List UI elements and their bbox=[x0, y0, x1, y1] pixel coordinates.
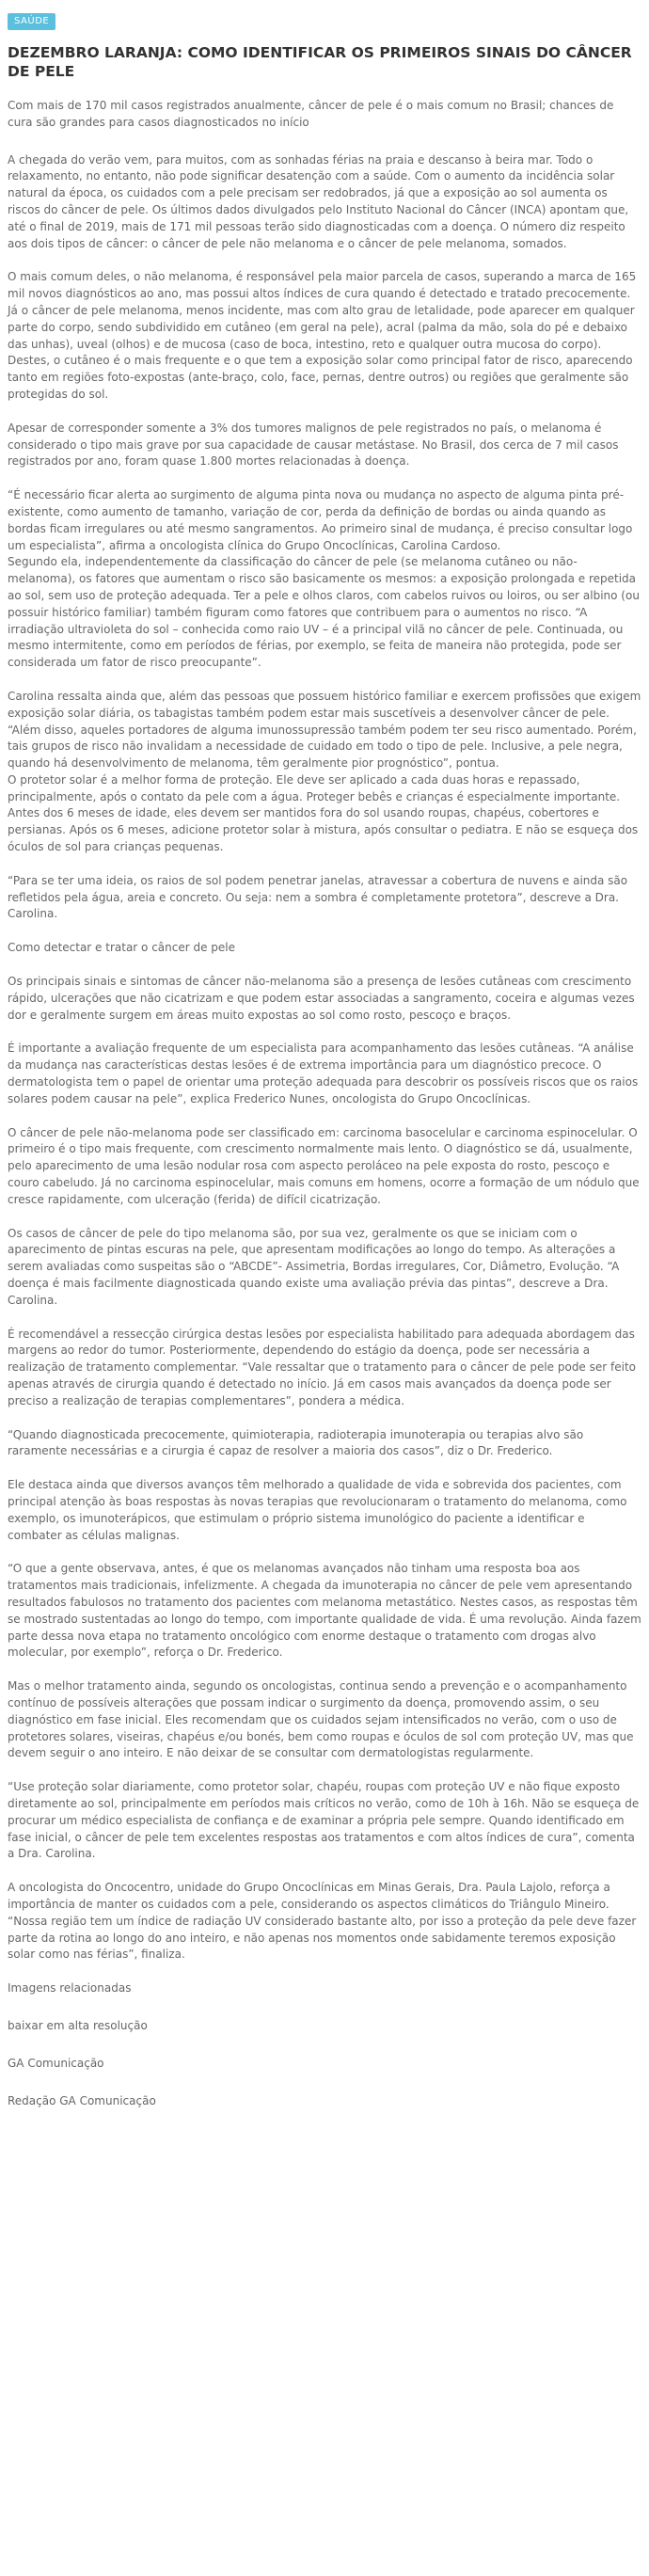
article-footer bbox=[8, 1980, 641, 2109]
paragraph: “Use proteção solar diariamente, como protetor solar, chapéu, roupas com proteção UV e não fique exposto diretamente ao sol, principalmente em períodos mais críticos no verão, como de 10h à 16h. Não se esqueça de procurar um médico especialista de confiança e de examinar a própria pele sempre. Quando identificado em fase inicial, o câncer de pele tem excelentes respostas aos tratamentos e com altos índices de cura”, comenta a Dra. Carolina. bbox=[8, 1780, 640, 1861]
article bbox=[8, 9, 641, 2130]
paragraph: “Quando diagnosticada precocemente, quimioterapia, radioterapia imunoterapia ou terapias alvo são raramente necessárias e a cirurgia é capaz de resolver a maioria dos casos”, diz o Dr. Frederico. bbox=[8, 1427, 584, 1458]
paragraph: Apesar de corresponder somente a 3% dos tumores malignos de pele registrados no país, o melanoma é considerado o tipo mais grave por sua capacidade de causar metástase. No Brasil, dos cerca de 7 mil casos registrados por ano, foram quase 1.800 mortes relacionadas à doença. bbox=[8, 421, 619, 469]
paragraph: Segundo ela, independentemente da classificação do câncer de pele (se melanoma cutâneo ou não-melanoma), os fatores que aumentam o risco são basicamente os mesmos: a exposição prolongada e repetida ao sol, sem uso de proteção adequada. Ter a pele e olhos claros, com cabelos ruivos ou loiros, ou ser albino (ou possuir histórico familiar) também figuram como fatores que contribuem para o aumentos no risco. “A irradiação ultravioleta do sol – conhecida como raio UV – é a principal vilã no câncer de pele. Continuada, ou mesmo intermitente, como em períodos de férias, por exemplo, se feita de maneira não protegida, pode ser considerada um fator de risco preocupante”. bbox=[8, 555, 640, 670]
author-credit: Redação GA Comunicação bbox=[8, 2093, 156, 2107]
source-credit: GA Comunicação bbox=[8, 2056, 104, 2070]
paragraph: O mais comum deles, o não melanoma, é responsável pela maior parcela de casos, superando a marca de 165 mil novos diagnósticos ao ano, mas possui altos índices de cura quando é detectado e tratado precocemente. Já o câncer de pele melanoma, menos incidente, mas com alto grau de letalidade, pode aparecer em qualquer parte do corpo, sendo subdividido em cutâneo (em geral na pele), acral (palma da mão, sola do pé e debaixo das unhas), uveal (olhos) e de mucosa (caso de boca, intestino, reto e qualquer outra mucosa do corpo). Destes, o cutâneo é o mais frequente e o que tem a exposição solar como principal fator de risco, aparecendo tanto em regiões foto-expostas (ante-braço, colo, face, pernas, dentre outros) ou regiões que geralmente são protegidas do sol. bbox=[8, 270, 637, 401]
paragraph: Mas o melhor tratamento ainda, segundo os oncologistas, continua sendo a prevenção e o acompanhamento contínuo de possíveis alterações que possam indicar o surgimento da doença, promovendo assim, o seu diagnóstico em fase inicial. Eles recomendam que os cuidados sejam intensificados no verão, com o uso de protetores solares, viseiras, chapéus e/ou bonés, bem como roupas e óculos de sol com proteção UV, mas que devem seguir o ano inteiro. E não deixar de se consultar com dermatologistas regularmente. bbox=[8, 1679, 634, 1760]
paragraph: Ele destaca ainda que diversos avanços têm melhorado a qualidade de vida e sobrevida dos pacientes, com principal atenção às boas respostas às novas terapias que revolucionaram o tratamento do melanoma, como exemplo, os imunoterápicos, que estimulam o próprio sistema imunológico do paciente a identificar e combater as células malignas. bbox=[8, 1478, 627, 1542]
paragraph: É importante a avaliação frequente de um especialista para acompanhamento das lesões cutâneas. “A análise da mudança nas características destas lesões é de extrema importância para um diagnóstico precoce. O dermatologista tem o papel de orientar uma proteção adequada para descobrir os possíveis riscos que os raios solares podem causar na pele”, explica Frederico Nunes, oncologista do Grupo Oncoclínicas. bbox=[8, 1042, 639, 1105]
related-images-label: Imagens relacionadas bbox=[8, 1981, 132, 1996]
article-title: DEZEMBRO LARANJA: COMO IDENTIFICAR OS PRIMEIROS SINAIS DO CÂNCER DE PELE bbox=[8, 44, 632, 80]
paragraph: A oncologista do Oncocentro, unidade do Grupo Oncoclínicas em Minas Gerais, Dra. Paula Lajolo, reforça a importância de manter os cuidados com a pele, considerando os aspectos climáticos do Triângulo Mineiro. “Nossa região tem um índice de radiação UV considerado bastante alto, por isso a proteção da pele deve fazer parte da rotina ao longo do ano inteiro, e não apenas nos momentos onde sabidamente teremos exposição solar como nas férias”, finaliza. bbox=[8, 1881, 637, 1962]
paragraph: Carolina ressalta ainda que, além das pessoas que possuem histórico familiar e exercem profissões que exigem exposição solar diária, os tabagistas também podem estar mais suscetíveis a desenvolver câncer de pele. “Além disso, aqueles portadores de alguma imunossupressão também podem ter seu risco aumentado. Porém, tais grupos de risco não invalidam a necessidade de cuidado em todo o tipo de pele. Inclusive, a pele negra, quando há desenvolvimento de melanoma, têm geralmente pior prognóstico”, pontua. bbox=[8, 689, 641, 771]
paragraph: Os principais sinais e sintomas de câncer não-melanoma são a presença de lesões cutâneas com crescimento rápido, ulcerações que não cicatrizam e que podem estar associadas a sangramento, coceira e algumas vezes dor e geralmente surgem em áreas muito expostas ao sol como rosto, pescoço e braços. bbox=[8, 975, 635, 1022]
section-heading: Como detectar e tratar o câncer de pele bbox=[8, 941, 236, 955]
paragraph: O câncer de pele não-melanoma pode ser classificado em: carcinoma basocelular e carcinoma espinocelular. O primeiro é o tipo mais frequente, com crescimento normalmente mais lento. O diagnóstico se dá, usualmente, pelo aparecimento de uma lesão nodular rosa com aspecto peroláceo na pele exposta do rosto, pescoço e couro cabeludo. Já no carcinoma espinocelular, mais comuns em homens, ocorre a formação de um nódulo que cresce rapidamente, com ulceração (ferida) de difícil cicatrização. bbox=[8, 1125, 640, 1206]
paragraph: Os casos de câncer de pele do tipo melanoma são, por sua vez, geralmente os que se iniciam com o aparecimento de pintas escuras na pele, que apresentam modificações ao longo do tempo. As alterações a serem avaliadas como suspeitas são o “ABCDE”- Assimetria, Bordas irregulares, Cor, Diâmetro, Evolução. “A doença é mais facilmente diagnosticada quando existe uma avaliação prévia das pintas”, descreve a Dra. Carolina. bbox=[8, 1226, 620, 1307]
paragraph: É recomendável a ressecção cirúrgica destas lesões por especialista habilitado para adequada abordagem das margens ao redor do tumor. Posteriormente, dependendo do estágio da doença, pode ser necessária a realização de tratamento complementar. “Vale ressaltar que o tratamento para o câncer de pele pode ser feito apenas através de cirurgia quando é detectado no início. Já em casos mais avançados da doença pode ser preciso a realização de terapias complementares”, pondera a médica. bbox=[8, 1327, 636, 1407]
paragraph: A chegada do verão vem, para muitos, com as sonhadas férias na praia e descanso à beira mar. Todo o relaxamento, no entanto, não pode significar desatenção com a saúde. Com o aumento da incidência solar natural da época, os cuidados com a pele precisam ser redobrados, já que a exposição ao sol aumenta os riscos do câncer de pele. Os últimos dados divulgados pelo Instituto Nacional do Câncer (INCA) apontam que, até o final de 2019, mais de 171 mil pessoas terão sido diagnosticadas com a doença. O número diz respeito aos dois tipos de câncer: o câncer de pele não melanoma e o câncer de pele melanoma, somados. bbox=[8, 152, 629, 250]
paragraph: “É necessário ficar alerta ao surgimento de alguma pinta nova ou mudança no aspecto de alguma pinta pré-existente, como aumento de tamanho, variação de cor, perda da definição de bordas ou ainda quando as bordas ficam irregulares ou até mesmo sangramentos. Ao primeiro sinal de mudança, é preciso consultar logo um especialista”, afirma a oncologista clínica do Grupo Oncoclínicas, Carolina Cardoso. bbox=[8, 488, 633, 552]
paragraph: “O que a gente observava, antes, é que os melanomas avançados não tinham uma resposta boa aos tratamentos mais tradicionais, infelizmente. A chegada da imunoterapia no câncer de pele vem apresentando resultados fabulosos no tratamento dos pacientes com melanoma metastático. Nestes casos, as respostas têm se mostrado sustentadas ao longo do tempo, com importante qualidade de vida. É uma revolução. Ainda fazem parte dessa nova etapa no tratamento oncológico com enorme destaque o tratamento com drogas alvo molecular, por exemplo”, reforça o Dr. Frederico. bbox=[8, 1562, 641, 1660]
category-badge[interactable]: SAÚDE bbox=[8, 13, 55, 30]
paragraph: O protetor solar é a melhor forma de proteção. Ele deve ser aplicado a cada duas horas e repassado, principalmente, após o contato da pele com a água. Proteger bebês e crianças é especialmente importante. Antes dos 6 meses de idade, eles devem ser mantidos fora do sol usando roupas, chapéus, cobertores e persianas. Após os 6 meses, adicione protetor solar à mistura, após consultar o pediatra. E não se esqueça dos óculos de sol para crianças pequenas. bbox=[8, 772, 639, 854]
download-high-res-link[interactable]: baixar em alta resolução bbox=[8, 2018, 148, 2032]
paragraph: “Para se ter uma ideia, os raios de sol podem penetrar janelas, atravessar a cobertura de nuvens e ainda são refletidos pela água, areia e concreto. Ou seja: nem a sombra é completamente protetora”, descreve a Dra. Carolina. bbox=[8, 873, 628, 921]
article-lead: Com mais de 170 mil casos registrados anualmente, câncer de pele é o mais comum no Brasil; chances de cura são grandes para casos diagnosticados no início bbox=[8, 99, 614, 129]
